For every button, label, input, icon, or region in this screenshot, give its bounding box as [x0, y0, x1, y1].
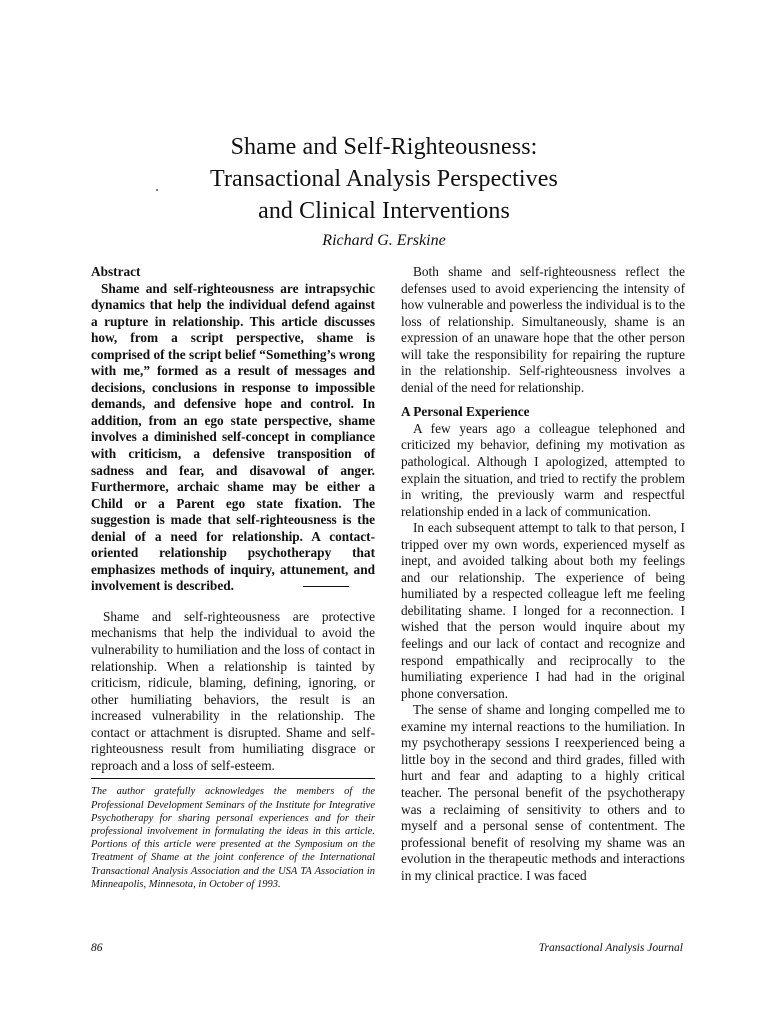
- footnote-divider: [91, 778, 375, 779]
- body-paragraph: The sense of shame and longing compelled me to examine my internal reactions to the humiliation. In my psychotherapy sessions I reexperienced being a little boy in the second and third grades, filled with hurt and fear and adapting to a highly critical teacher. The personal benefit of the psychotherapy was a reclaiming of sensitivity to others and to myself and a personal sense of contentment. The professional benefit of resolving my shame was an evolution in the therapeutic methods and interactions in my clinical practice. I was faced: [401, 702, 685, 883]
- left-column: [91, 264, 375, 891]
- body-paragraph: A few years ago a colleague telephoned and criticized my behavior, defining my motivation as pathological. Although I apologized, attempted to explain the situation, and tried to rectify the problem in writing, the previously warm and respectful relationship ended in a lack of communication.: [401, 420, 685, 519]
- acknowledgement-footnote: The author gratefully acknowledges the members of the Professional Development Seminars of the Institute for Integrative Psychotherapy for sharing personal experiences and for their professional involvement in formulating the ideas in this article. Portions of this article were presented at the Symposium on the Treatment of Shame at the joint conference of the International Transactional Analysis Association and the USA TA Association in Minneapolis, Minnesota, in October of 1993.: [91, 786, 375, 890]
- journal-name: Transactional Analysis Journal: [538, 942, 683, 954]
- section-heading: A Personal Experience: [401, 404, 530, 420]
- right-column: [401, 264, 685, 884]
- body-paragraph: In each subsequent attempt to talk to that person, I tripped over my own words, experienced myself as inept, and avoided talking about both my feelings and our relationship. The experience of being humiliated by a respected colleague left me feeling debilitating shame. I longed for a reconnection. I wished that the person would inquire about my feelings and our lack of contact and recognize and respond empathically and reciprocally to the humiliating experience I had had in the original phone conversation.: [401, 520, 685, 701]
- body-paragraph: Both shame and self-righteousness reflect the defenses used to avoid experiencing the intensity of how vulnerable and powerless the individual is to the loss of relationship. Simultaneously, shame is an expression of an unaware hope that the other person will take the responsibility for repairing the rupture in the relationship. Self-righteousness involves a denial of the need for relationship.: [401, 264, 685, 395]
- page-number: 86: [91, 942, 103, 954]
- body-paragraph: Shame and self-righteousness are protective mechanisms that help the individual to avoid the vulnerability to humiliation and the loss of contact in relationship. When a relationship is tainted by criticism, ridicule, blaming, defining, ignoring, or other humiliating behaviors, the result is an increased vulnerability in the relationship. The contact or attachment is disrupted. Shame and self-righteousness result from humiliating disgrace or reproach and a loss of self-esteem.: [91, 608, 375, 773]
- title-line-2: Transactional Analysis Perspectives: [210, 166, 558, 192]
- author-name: Richard G. Erskine: [322, 232, 446, 249]
- abstract-heading: Abstract: [91, 264, 141, 279]
- title-line-3: and Clinical Interventions: [258, 198, 510, 224]
- article-title: [0, 131, 768, 227]
- abstract-text: Shame and self-righteousness are intrapsychic dynamics that help the individual defend against a rupture in relationship. This article discusses how, from a script perspective, shame is comprised of the script belief “Something’s wrong with me,” formed as a result of messages and decisions, conclusions in response to impossible demands, and defensive hope and control. In addition, from an ego state perspective, shame involves a diminished self-concept in compliance with criticism, a defensive transposition of sadness and fear, and disavowal of anger. Furthermore, archaic shame may be either a Child or a Parent ego state fixation. The suggestion is made that self-righteousness is the denial of a need for relationship. A contact-oriented relationship psychotherapy that emphasizes methods of inquiry, attunement, and involvement is described.: [91, 280, 375, 594]
- title-line-1: Shame and Self-Righteousness:: [230, 134, 538, 160]
